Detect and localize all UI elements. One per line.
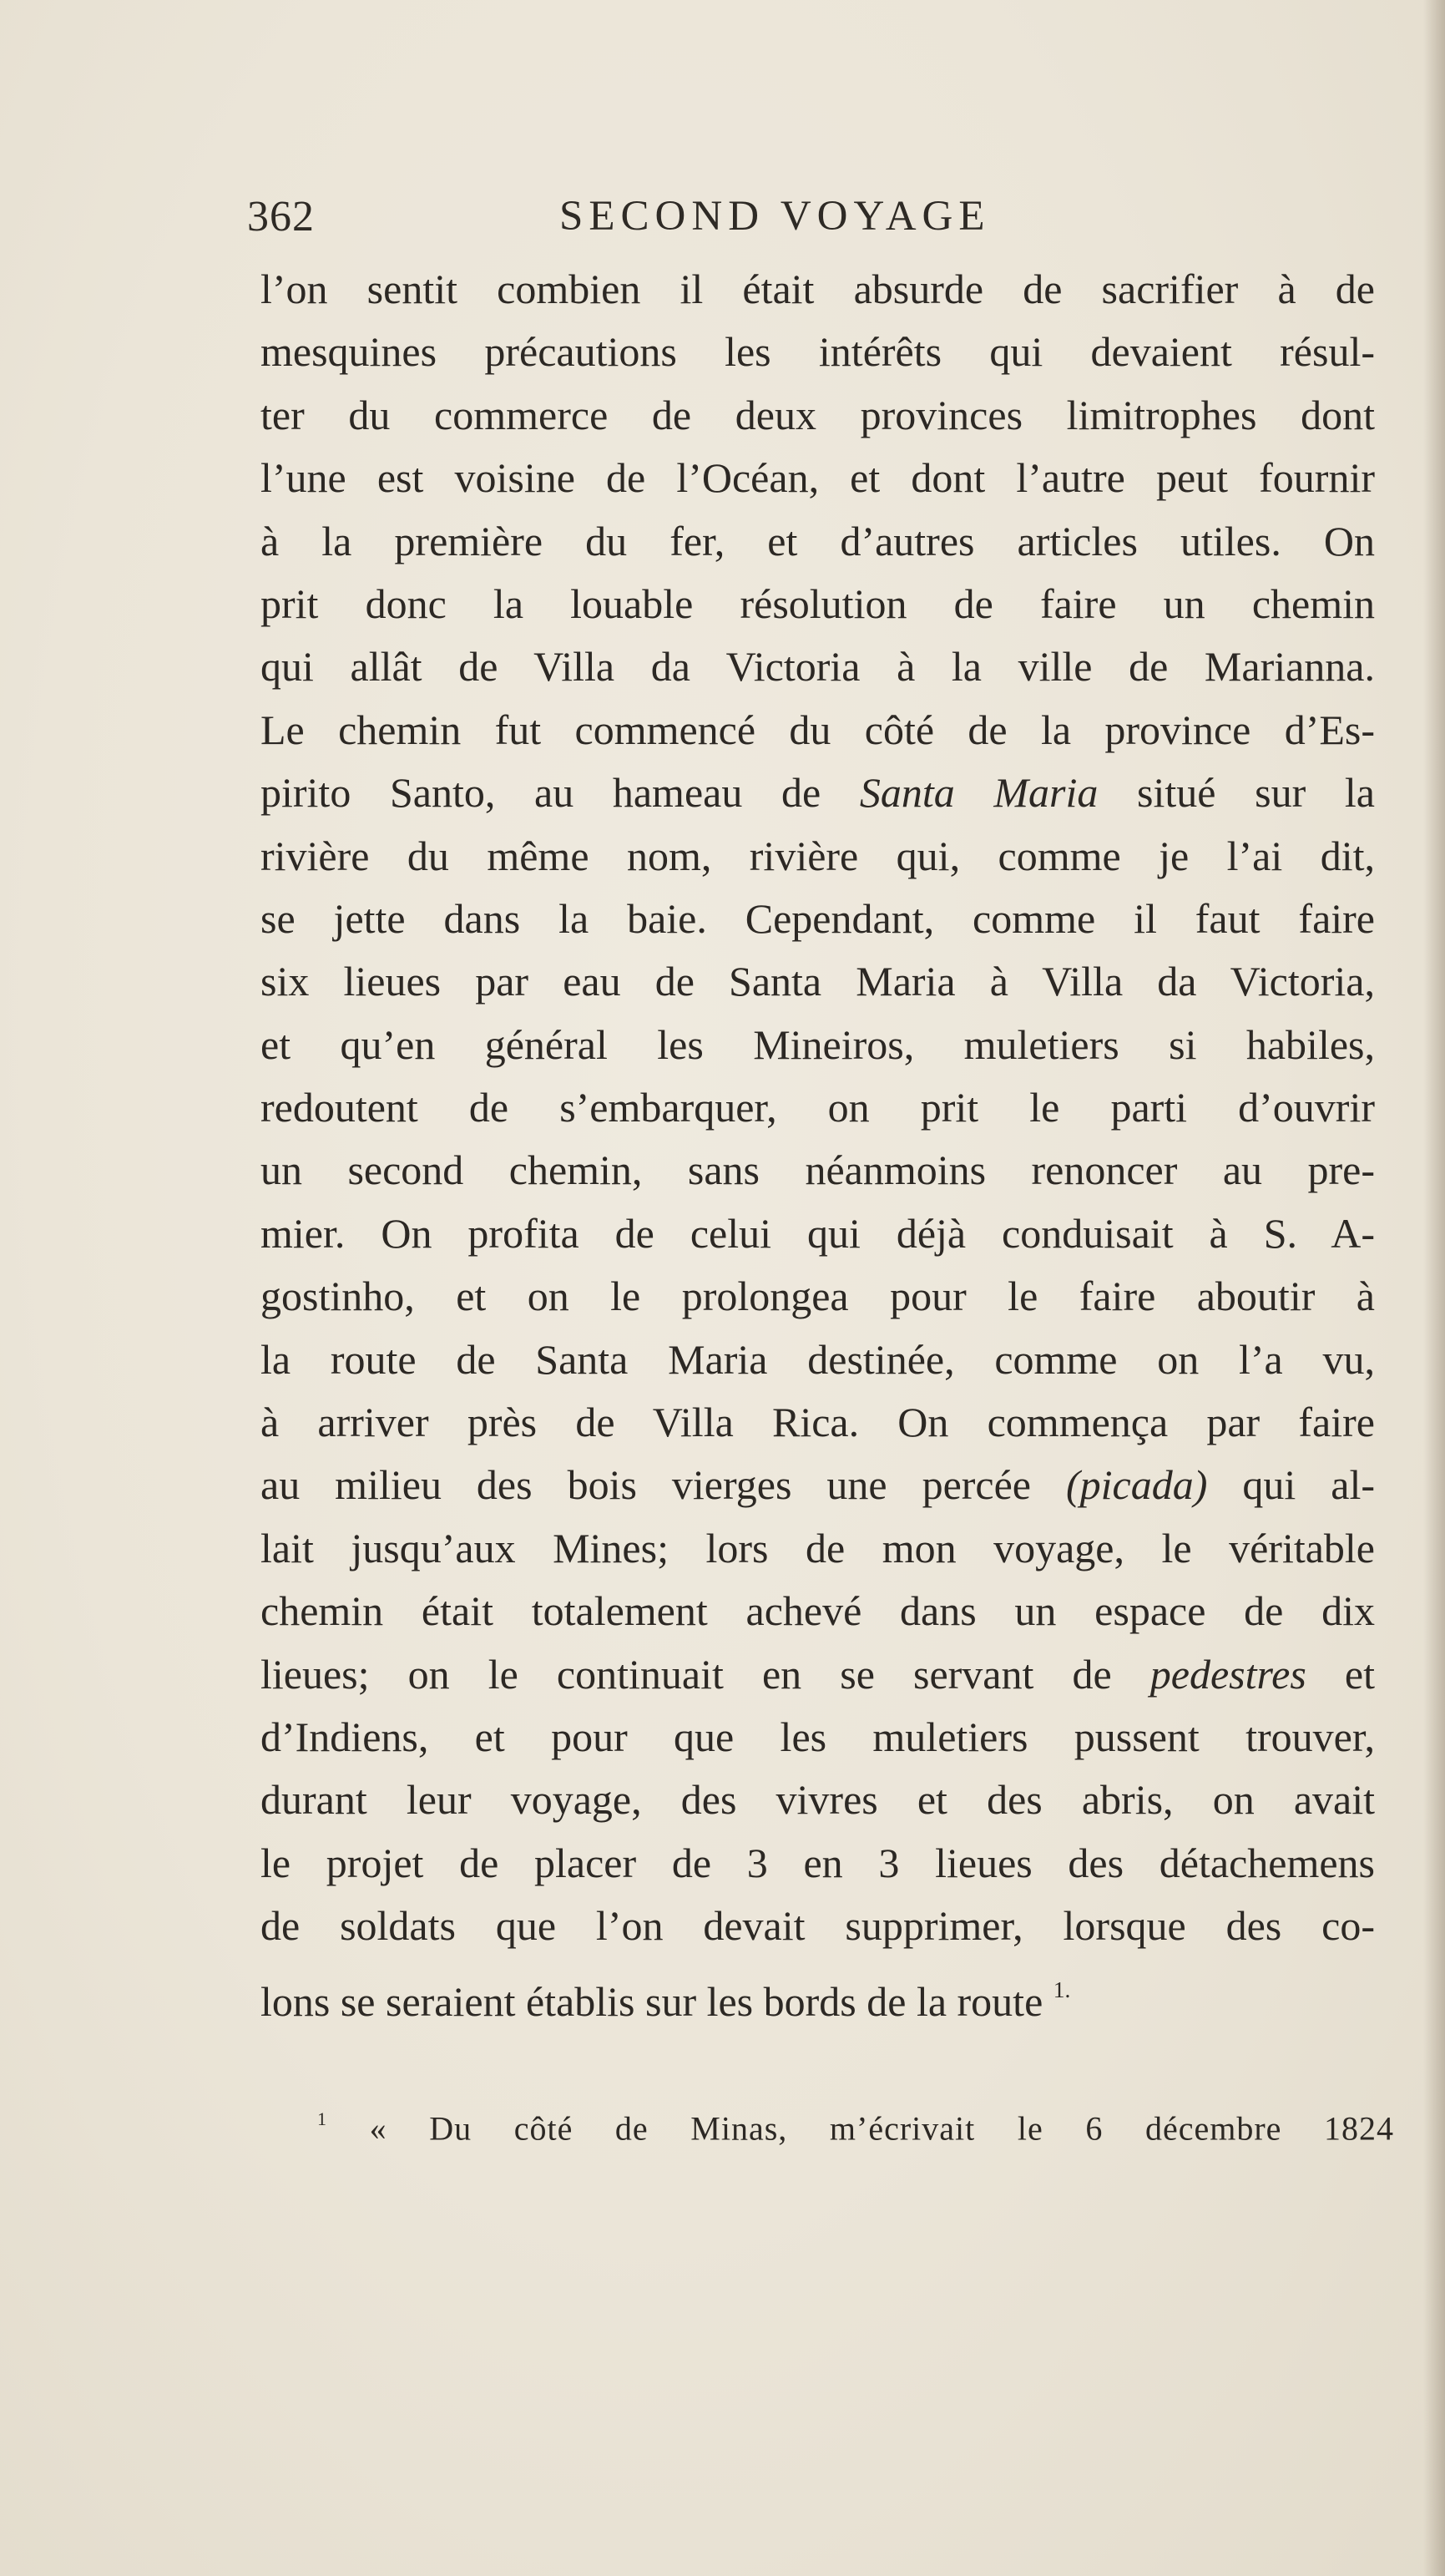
text-line: à arriver près de Villa Rica. On commença par faire xyxy=(260,1399,1375,1446)
text-line: au milieu des bois vierges une percée (picada) qui al- xyxy=(260,1461,1375,1509)
text-line: lait jusqu’aux Mines; lors de mon voyage, le véritable xyxy=(260,1524,1375,1571)
text-line: Le chemin fut commencé du côté de la province d’Es- xyxy=(260,706,1375,753)
italic-place-name: Santa Maria xyxy=(859,769,1099,817)
text-line: six lieues par eau de Santa Maria à Villa da Victoria, xyxy=(260,958,1375,1005)
page-header xyxy=(247,192,1366,251)
footnote-marker: 1 xyxy=(317,2108,327,2129)
text-line: chemin était totalement achevé dans un espace de dix xyxy=(260,1587,1375,1635)
text-line: et qu’en général les Mineiros, muletiers si habiles, xyxy=(260,1020,1375,1068)
footnote xyxy=(317,2108,1394,2148)
text-line: se jette dans la baie. Cependant, comme il faut faire xyxy=(260,894,1375,942)
text-line: mier. On profita de celui qui déjà conduisait à S. A- xyxy=(260,1209,1375,1257)
text-line: à la première du fer, et d’autres articles utiles. On xyxy=(260,517,1375,564)
text-line: d’Indiens, et pour que les muletiers pussent trouver, xyxy=(260,1713,1375,1760)
text-line: pirito Santo, au hameau de Santa Maria situé sur la xyxy=(260,769,1375,817)
text-line: redoutent de s’embarquer, on prit le parti d’ouvrir xyxy=(260,1084,1375,1131)
text-line: l’une est voisine de l’Océan, et dont l’autre peut fournir xyxy=(260,454,1375,502)
text-line: prit donc la louable résolution de faire un chemin xyxy=(260,579,1375,627)
text-line: rivière du même nom, rivière qui, comme je l’ai dit, xyxy=(260,832,1375,879)
text-line: lieues; on le continuait en se servant de pedestres et xyxy=(260,1650,1375,1698)
text-line: un second chemin, sans néanmoins renoncer au pre- xyxy=(260,1146,1375,1194)
text-line: de soldats que l’on devait supprimer, lorsque des co- xyxy=(260,1902,1375,1950)
page-edge-shadow xyxy=(1423,0,1445,2576)
page-number: 362 xyxy=(247,193,315,240)
text-line: durant leur voyage, des vivres et des abris, on avait xyxy=(260,1776,1375,1824)
italic-term: (picada) xyxy=(1065,1461,1208,1509)
text-line: la route de Santa Maria destinée, comme on l’a vu, xyxy=(260,1335,1375,1383)
body-text xyxy=(260,258,1375,2025)
text-line: l’on sentit combien il était absurde de sacrifier à de xyxy=(260,266,1375,312)
text-line: le projet de placer de 3 en 3 lieues des détachemens xyxy=(260,1839,1375,1886)
text-line: lons se seraient établis sur les bords de la route $^{1.}$ xyxy=(260,1976,1071,2025)
footnote-text: « Du côté de Minas, m’écrivait le 6 décembre 1824 xyxy=(369,2109,1394,2148)
footnote-reference: 1. xyxy=(1053,1976,1071,2002)
text-line: mesquines précautions les intérêts qui devaient résul- xyxy=(260,328,1375,376)
text-line: ter du commerce de deux provinces limitrophes dont xyxy=(260,391,1375,438)
italic-term: pedestres xyxy=(1149,1650,1306,1698)
text-line: qui allât de Villa da Victoria à la ville de Marianna. xyxy=(260,643,1375,691)
running-head: SECOND VOYAGE xyxy=(559,193,991,240)
text-line: gostinho, et on le prolongea pour le faire aboutir à xyxy=(260,1273,1375,1320)
